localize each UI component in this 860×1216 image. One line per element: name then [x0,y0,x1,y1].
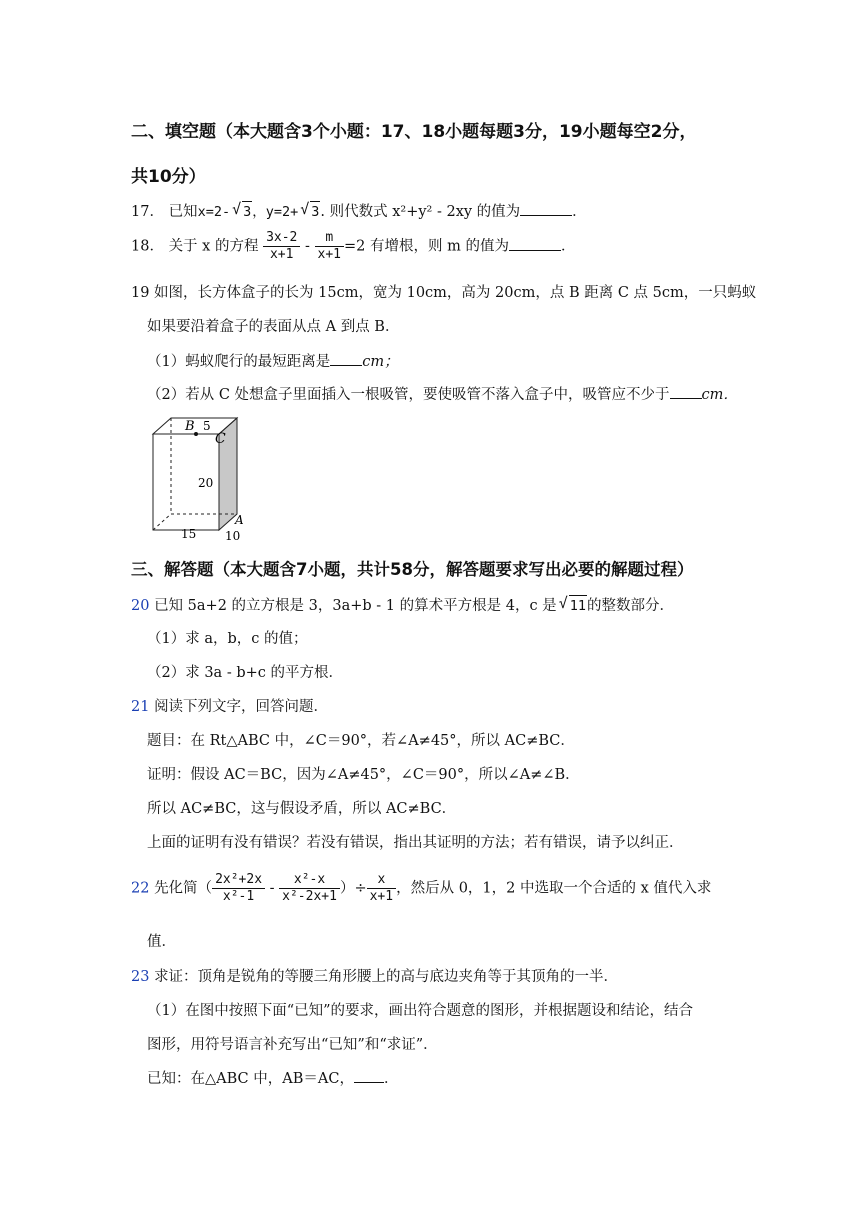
q19-sub1-unit: cm； [362,354,399,370]
q20-sub2: （2）求 3a - b+c 的平方根． [147,665,343,681]
q18-end: ． [560,238,576,255]
q21-line2: 题目：在 Rt△ABC 中，∠C＝90°，若∠A≠45°，所以 AC≠BC． [147,733,575,749]
q19-sub1 [147,352,399,372]
q20-sub1: （1）求 a，b，c 的值； [147,631,308,647]
q19-sub2-blank[interactable] [670,398,702,399]
q22-pre: 先化简（ [154,880,213,897]
q17-sqrt-2: √ 3 [310,201,320,222]
q17-number: 17． [131,204,164,220]
q21-line5: 上面的证明有没有错误？若没有错误，指出其证明的方法；若有错误，请予以纠正． [147,835,684,851]
q19-sub2-text: （2）若从 C 处想盒子里面插入一根吸管，要使吸管不落入盒子中，吸管应不少于 [147,387,670,403]
q23-end: ． [383,1071,399,1087]
q22-fraction-2: $\frac{\text{x²-x}}{\text{x²-2x+1}}$ [279,872,340,905]
label-15: 15 [181,527,197,541]
q18-answer-blank[interactable] [509,250,561,251]
q23-line1: 求证：顶角是锐角的等腰三角形腰上的高与底边夹角等于其顶角的一半． [154,969,619,985]
q18-fraction-2: $\frac{m}{x+1}$ [315,230,344,263]
q18-minus: - [300,238,315,255]
q21-line3: 证明：假设 AC＝BC，因为∠A≠45°，∠C＝90°，所以∠A≠∠B． [147,767,580,783]
q22-minus: - [265,880,280,897]
question-22 [131,872,711,905]
q17-mid: . 则代数式 x²+y² - 2xy 的值为 [320,204,521,220]
question-18 [131,230,575,263]
q17-pre: 已知 [168,204,198,220]
q22-fraction-3: $\frac{x}{x+1}$ [367,872,396,905]
question-23 [131,967,618,987]
q17-end: ． [572,204,587,220]
q21-number: 21 [131,699,150,715]
q17-answer-blank[interactable] [520,215,572,216]
q18-pre: 关于 x 的方程 [168,238,259,255]
q20-post: 的整数部分． [586,598,674,614]
q22-post: ，然后从 0，1，2 中选取一个合适的 x 值代入求 [396,880,712,897]
q23-line4 [147,1069,398,1089]
q20-sqrt: √ 11 [569,595,587,616]
q17-x-eq: x=2- [197,204,231,220]
q22-line2: 值． [147,934,176,950]
q21-line4: 所以 AC≠BC，这与假设矛盾，所以 AC≠BC． [147,801,457,817]
question-20 [131,595,674,616]
q22-fraction-1: $\frac{\text{2x²+2x}}{\text{x²-1}}$ [212,872,265,905]
section-2-heading-line1: 二、填空题（本大题含3个小题：17、18小题每题3分，19小题每空2分， [131,122,697,142]
q23-line2: （1）在图中按照下面“已知”的要求，画出符合题意的图形，并根据题设和结论，结合 [147,1003,694,1019]
q18-post: =2 有增根，则 m 的值为 [344,238,509,255]
q19-sub1-text: （1）蚂蚁爬行的最短距离是 [147,354,331,370]
q22-number: 22 [131,880,150,897]
q19-sub2 [147,385,738,405]
q23-line3: 图形，用符号语言补充写出“已知”和“求证”． [147,1037,438,1053]
cuboid-hidden-depth [153,514,171,530]
section-2-heading-line2: 共10分） [131,167,206,187]
q17-y-eq: ，y=2+ [252,204,299,220]
cuboid-figure [145,414,255,542]
q23-given-text: 已知：在△ABC 中，AB＝AC， [147,1071,354,1087]
question-17 [131,201,587,222]
q23-given-blank[interactable] [354,1082,384,1083]
q21-line1: 阅读下列文字，回答问题． [154,699,329,715]
q17-sqrt-1: √ 3 [242,201,252,222]
q18-fraction-1: $\frac{3x-2}{x+1}$ [263,230,300,263]
q18-number: 18． [131,238,164,255]
q19-line1: 19 如图，长方体盒子的长为 15cm，宽为 10cm，高为 20cm，点 B 距离 C 点 5cm，一只蚂蚁 [131,285,757,301]
label-5: 5 [203,419,211,433]
point-b-dot [194,432,198,436]
label-10: 10 [225,529,241,542]
q19-line2: 如果要沿着盒子的表面从点 A 到点 B． [147,319,400,335]
q20-pre: 已知 5a+2 的立方根是 3，3a+b - 1 的算术平方根是 4，c 是 [154,598,557,614]
q22-div: ）÷ [339,880,367,897]
label-b: B [185,419,195,434]
q20-number: 20 [131,598,150,614]
label-20: 20 [198,476,214,490]
section-3-heading: 三、解答题（本大题含7小题，共计58分，解答题要求写出必要的解题过程） [131,560,694,579]
q19-sub2-unit: cm． [701,387,738,403]
label-c: C [215,431,226,447]
q19-sub1-blank[interactable] [330,365,362,366]
label-a: A [235,513,244,527]
q23-number: 23 [131,969,150,985]
question-21 [131,697,328,717]
